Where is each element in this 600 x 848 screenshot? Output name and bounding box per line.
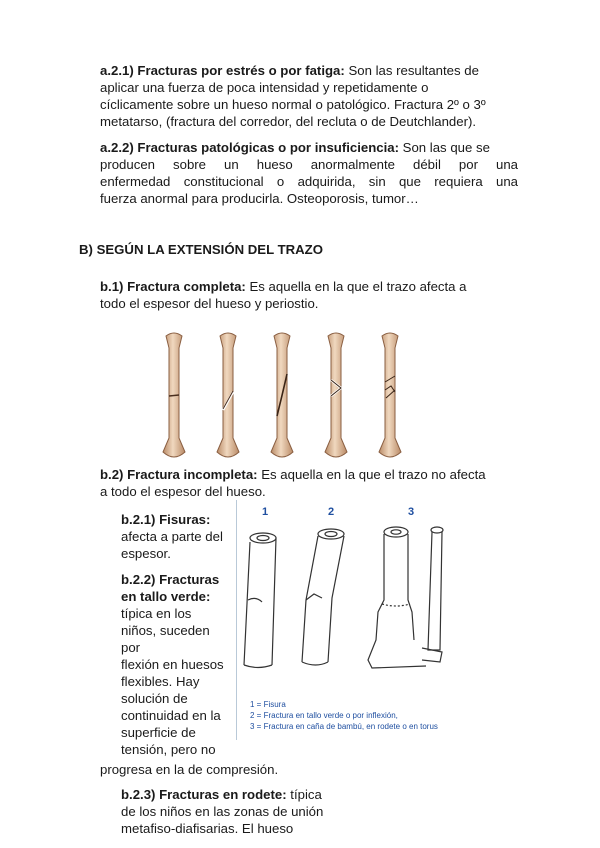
greenstick-bone bbox=[302, 529, 344, 665]
figure-legend-2: 2 = Fractura en tallo verde o por inflexión, bbox=[250, 711, 398, 720]
heading-b23: b.2.3) Fracturas en rodete: bbox=[121, 787, 287, 802]
buckle-bone bbox=[368, 527, 443, 668]
section-b-heading: B) SEGÚN LA EXTENSIÓN DEL TRAZO bbox=[79, 242, 323, 257]
heading-b22-line-1: b.2.2) Fracturas bbox=[121, 572, 220, 587]
fissure-bone bbox=[244, 533, 276, 668]
text-line: Son las que se bbox=[399, 140, 490, 155]
text-line: continuidad en la bbox=[121, 708, 221, 723]
heading-b21: b.2.1) Fisuras: bbox=[121, 512, 211, 527]
bone-2 bbox=[217, 333, 239, 457]
paragraph-b21 bbox=[121, 511, 241, 562]
text-line: típica bbox=[286, 787, 322, 802]
text-line: producen sobre un hueso anormalmente débil por una bbox=[100, 157, 518, 172]
paragraph-b2 bbox=[100, 466, 530, 500]
text-line: tensión, pero no bbox=[121, 742, 216, 757]
text-line: Son las resultantes de bbox=[344, 63, 479, 78]
text-line: metafiso-diafisarias. El hueso bbox=[121, 821, 294, 836]
complete-fracture-bones-illustration bbox=[160, 330, 430, 462]
text-line: solución de bbox=[121, 691, 188, 706]
text-line: afecta a parte del bbox=[121, 529, 223, 544]
heading-a222: a.2.2) Fracturas patológicas o por insuficiencia: bbox=[100, 140, 399, 155]
text-line: progresa en la de compresión. bbox=[100, 762, 279, 777]
heading-a221: a.2.1) Fracturas por estrés o por fatiga: bbox=[100, 63, 345, 78]
figure-legend-1: 1 = Fisura bbox=[250, 700, 286, 709]
figure-number-1: 1 bbox=[262, 506, 269, 518]
figure-number-2: 2 bbox=[328, 506, 335, 518]
figure-number-3: 3 bbox=[408, 506, 415, 518]
bone-5 bbox=[379, 333, 401, 457]
paragraph-a222 bbox=[100, 139, 518, 207]
text-line: cíclicamente sobre un hueso normal o patológico. Fractura 2º o 3º bbox=[100, 97, 486, 112]
text-line: a todo el espesor del hueso. bbox=[100, 484, 266, 499]
paragraph-b1 bbox=[100, 278, 520, 312]
paragraph-a221 bbox=[100, 62, 510, 130]
text-line: aplicar una fuerza de poca intensidad y repetidamente o bbox=[100, 80, 429, 95]
text-line: superficie de bbox=[121, 725, 196, 740]
text-line: de los niños en las zonas de unión bbox=[121, 804, 324, 819]
text-line: espesor. bbox=[121, 546, 171, 561]
heading-b1: b.1) Fractura completa: bbox=[100, 279, 246, 294]
text-line: fuerza anormal para producirla. Osteoporosis, tumor… bbox=[100, 191, 419, 206]
bone-1 bbox=[163, 333, 185, 457]
text-line: flexión en huesos bbox=[121, 657, 224, 672]
text-line: todo el espesor del hueso y periostio. bbox=[100, 296, 319, 311]
text-line: enfermedad constitucional o adquirida, sin que requiera una bbox=[100, 174, 518, 189]
text-line: niños, suceden bbox=[121, 623, 210, 638]
heading-b22-line-2: en tallo verde: bbox=[121, 589, 211, 604]
paragraph-b23 bbox=[121, 786, 421, 837]
bone-4 bbox=[325, 333, 347, 457]
text-line: Es aquella en la que el trazo afecta a bbox=[245, 279, 467, 294]
text-line: típica en los bbox=[121, 606, 192, 621]
bone-3 bbox=[271, 333, 293, 457]
figure-legend-3: 3 = Fractura en caña de bambú, en rodete o en torus bbox=[250, 722, 438, 731]
text-line: flexibles. Hay bbox=[121, 674, 200, 689]
text-line: por bbox=[121, 640, 141, 655]
text-line: Es aquella en la que el trazo no afecta bbox=[257, 467, 486, 482]
text-line: metatarso, (fractura del corredor, del recluta o de Deutchlander). bbox=[100, 114, 477, 129]
heading-b2: b.2) Fractura incompleta: bbox=[100, 467, 258, 482]
